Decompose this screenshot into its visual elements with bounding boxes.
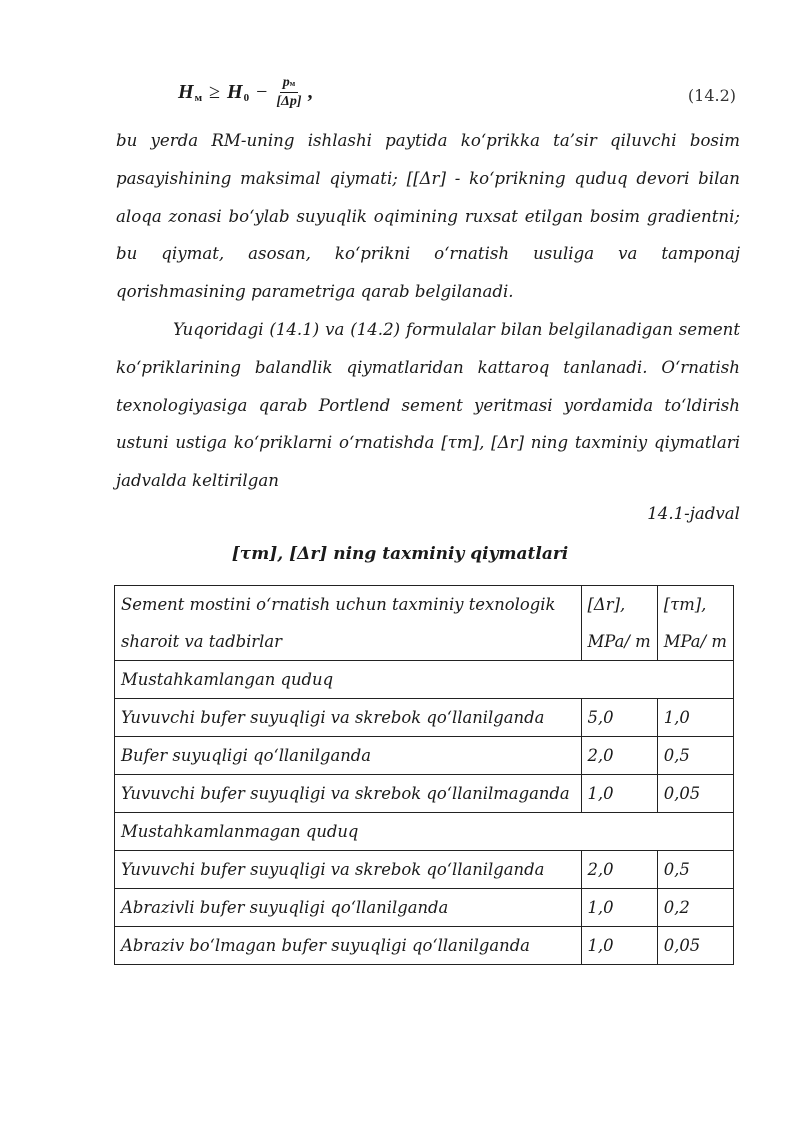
table-title: [τm], [Δr] ning taxminiy qiymatlari bbox=[231, 544, 569, 564]
cell-tm: 0,05 bbox=[657, 775, 733, 813]
values-table bbox=[114, 585, 734, 965]
table-row bbox=[115, 889, 734, 927]
cell-condition: Bufer suyuqligi qoʻllanilganda bbox=[115, 737, 582, 775]
paragraph-definition: bu yerda RM-uning ishlashi paytida koʻprikka ta’sir qiluvchi bosim pasayishining maksimal qiymati; [[Δr] - koʻprikning quduq devori bilan aloqa zonasi boʻylab suyuqlik oqimining ruxsat etilgan bosim gradientni; bu qiymat, asosan, koʻprikni oʻrnatish usuliga va tamponaj qorishmasining parametriga qarab belgilanadi. bbox=[116, 131, 740, 302]
formula-lhs-sub: м bbox=[194, 92, 203, 104]
cell-dr: 1,0 bbox=[581, 889, 657, 927]
paragraph-selection: Yuqoridagi (14.1) va (14.2) formulalar bilan belgilanadigan sement koʻpriklarining balandlik qiymatlaridan kattaroq tanlanadi. Oʻrnatish texnologiyasiga qarab Portlend sement yeritmasi yordamida toʻldirish ustuni ustiga koʻpriklarni oʻrnatishda [τm], [Δr] ning taxminiy qiymatlari jadvalda keltirilgan bbox=[116, 320, 740, 491]
formula-comma: , bbox=[307, 80, 313, 103]
formula-relation: ≥ bbox=[209, 80, 221, 103]
formula-frac-num-var: p bbox=[282, 74, 290, 90]
cell-dr: 5,0 bbox=[581, 699, 657, 737]
formula-frac-denominator: [Δp] bbox=[276, 93, 302, 109]
cell-condition: Yuvuvchi bufer suyuqligi va skrebok qoʻllanilganda bbox=[115, 699, 582, 737]
table-row bbox=[115, 737, 734, 775]
header-dr: [Δr], MPa/ m bbox=[581, 586, 657, 661]
cell-tm: 0,5 bbox=[657, 851, 733, 889]
table-header-row bbox=[115, 586, 734, 661]
table-row bbox=[115, 775, 734, 813]
cell-tm: 0,5 bbox=[657, 737, 733, 775]
cell-condition: Abraziv boʻlmagan bufer suyuqligi qoʻllanilganda bbox=[115, 927, 582, 965]
cell-dr: 2,0 bbox=[581, 737, 657, 775]
table-row bbox=[115, 851, 734, 889]
group-row bbox=[115, 813, 734, 851]
table-label: 14.1-jadval bbox=[647, 504, 740, 523]
formula-minus: − bbox=[256, 80, 268, 103]
formula-14-2 bbox=[178, 70, 313, 114]
header-tm: [τm], MPa/ m bbox=[657, 586, 733, 661]
cell-condition: Abrazivli bufer suyuqligi qoʻllanilganda bbox=[115, 889, 582, 927]
table-row bbox=[115, 927, 734, 965]
group-row bbox=[115, 661, 734, 699]
cell-dr: 2,0 bbox=[581, 851, 657, 889]
header-condition: Sement mostini oʻrnatish uchun taxminiy texnologik sharoit va tadbirlar bbox=[115, 586, 582, 661]
cell-dr: 1,0 bbox=[581, 927, 657, 965]
cell-tm: 0,2 bbox=[657, 889, 733, 927]
cell-tm: 1,0 bbox=[657, 699, 733, 737]
cell-condition: Yuvuvchi bufer suyuqligi va skrebok qoʻllanilmaganda bbox=[115, 775, 582, 813]
formula-frac-num-sub: м bbox=[289, 78, 296, 88]
equation-number: (14.2) bbox=[687, 86, 736, 105]
group-title: Mustahkamlanmagan quduq bbox=[115, 813, 734, 851]
formula-rhs-sub: 0 bbox=[243, 92, 250, 104]
formula-lhs-var: H bbox=[178, 80, 194, 103]
cell-tm: 0,05 bbox=[657, 927, 733, 965]
table-row bbox=[115, 699, 734, 737]
formula-rhs-var: H bbox=[227, 80, 243, 103]
cell-dr: 1,0 bbox=[581, 775, 657, 813]
formula-frac-numerator bbox=[280, 75, 298, 93]
group-title: Mustahkamlangan quduq bbox=[115, 661, 734, 699]
cell-condition: Yuvuvchi bufer suyuqligi va skrebok qoʻllanilganda bbox=[115, 851, 582, 889]
formula-fraction bbox=[276, 75, 301, 110]
